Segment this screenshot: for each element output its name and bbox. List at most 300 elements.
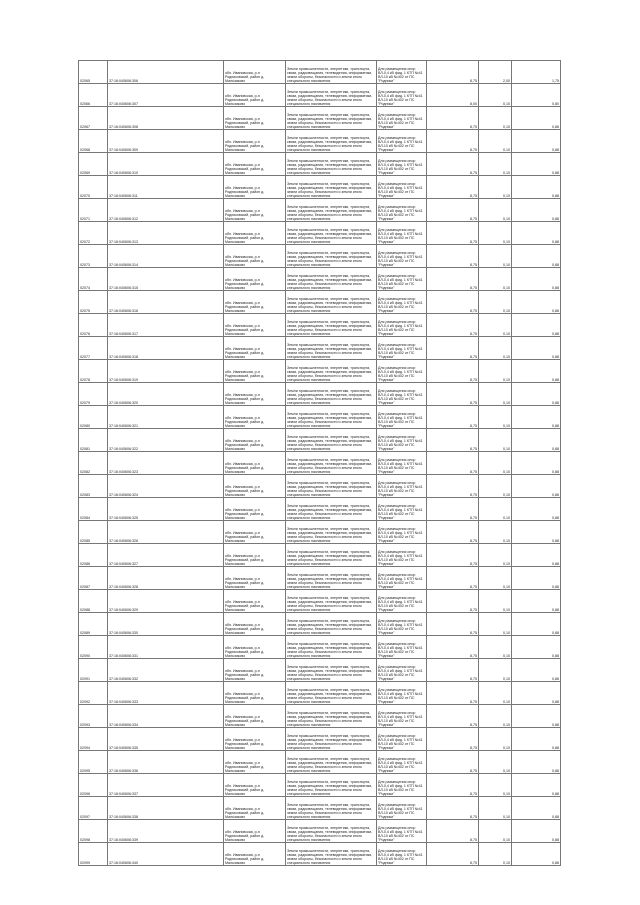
address-cell: обл. Ивановская, р-н Родниковский, район д. Мальчиково: [224, 360, 286, 383]
table-row: [79, 199, 561, 222]
area-cell: 8,75: [427, 337, 479, 360]
area-cell: 8,75: [427, 682, 479, 705]
table-row: [79, 268, 561, 291]
area-cell: 8,75: [427, 636, 479, 659]
total-cell: 0,88: [512, 452, 561, 475]
total-cell: 0,88: [512, 222, 561, 245]
table-row: [79, 567, 561, 590]
area-cell: 8,75: [427, 728, 479, 751]
permitted-use-cell: Для размещения опор ВЛ-0,4 кВ фид. 1 КТП №41 ВЛ-10 кВ №402 от ПС "Родники": [377, 521, 427, 544]
cadastral-number-cell: 37:16:040606:323: [108, 452, 224, 475]
rate-cell: 0,10: [479, 130, 512, 153]
address-cell: обл. Ивановская, р-н Родниковский, район д. Мальчиково: [224, 475, 286, 498]
area-cell: 8,00: [427, 84, 479, 107]
table-row: [79, 84, 561, 107]
rate-cell: 2,00: [479, 61, 512, 84]
area-cell: 8,75: [427, 452, 479, 475]
permitted-use-cell: Для размещения опор ВЛ-0,4 кВ фид. 1 КТП №41 ВЛ-10 кВ №402 от ПС "Родники": [377, 728, 427, 751]
land-category-cell: Земли промышленности, энергетики, транспорта, связи, радиовещания, телевидения, информатики, земли обороны, безопасности и земли иного специального назначения: [286, 153, 377, 176]
cadastral-number-cell: 37:16:040606:317: [108, 314, 224, 337]
land-category-cell: Земли промышленности, энергетики, транспорта, связи, радиовещания, телевидения, информатики, земли обороны, безопасности и земли иного специального назначения: [286, 84, 377, 107]
address-cell: обл. Ивановская, р-н Родниковский, район д. Мальчиково: [224, 613, 286, 636]
rate-cell: 0,10: [479, 705, 512, 728]
rate-cell: 0,10: [479, 521, 512, 544]
permitted-use-cell: Для размещения опор ВЛ-0,4 кВ фид. 1 КТП №41 ВЛ-10 кВ №402 от ПС "Родники": [377, 498, 427, 521]
total-cell: 0,88: [512, 291, 561, 314]
total-cell: 0,88: [512, 705, 561, 728]
permitted-use-cell: Для размещения опор ВЛ-0,4 кВ фид. 1 КТП №41 ВЛ-10 кВ №402 от ПС "Родники": [377, 613, 427, 636]
land-plots-table: [78, 60, 561, 866]
cadastral-number-cell: 37:16:040606:329: [108, 590, 224, 613]
rate-cell: 0,10: [479, 590, 512, 613]
permitted-use-cell: Для размещения опор ВЛ-0,4 кВ фид. 1 КТП №41 ВЛ-10 кВ №402 от ПС "Родники": [377, 682, 427, 705]
table-row: [79, 429, 561, 452]
permitted-use-cell: Для размещения опор ВЛ-0,4 кВ фид. 1 КТП №41 ВЛ-10 кВ №402 от ПС "Родники": [377, 797, 427, 820]
area-cell: 8,75: [427, 130, 479, 153]
area-cell: 8,75: [427, 659, 479, 682]
land-category-cell: Земли промышленности, энергетики, транспорта, связи, радиовещания, телевидения, информатики, земли обороны, безопасности и земли иного специального назначения: [286, 383, 377, 406]
cadastral-number-cell: 37:16:040606:331: [108, 636, 224, 659]
total-cell: 0,88: [512, 130, 561, 153]
total-cell: 0,88: [512, 268, 561, 291]
land-category-cell: Земли промышленности, энергетики, транспорта, связи, радиовещания, телевидения, информатики, земли обороны, безопасности и земли иного специального назначения: [286, 452, 377, 475]
area-cell: 8,75: [427, 498, 479, 521]
rate-cell: 0,10: [479, 636, 512, 659]
total-cell: 0,88: [512, 429, 561, 452]
cadastral-number-cell: 37:16:040606:330: [108, 613, 224, 636]
table-row: [79, 176, 561, 199]
address-cell: обл. Ивановская, р-н Родниковский, район д. Мальчиково: [224, 544, 286, 567]
land-category-cell: Земли промышленности, энергетики, транспорта, связи, радиовещания, телевидения, информатики, земли обороны, безопасности и земли иного специального назначения: [286, 820, 377, 843]
address-cell: обл. Ивановская, р-н Родниковский, район д. Мальчиково: [224, 705, 286, 728]
row-id-cell: 02093: [79, 705, 108, 728]
permitted-use-cell: Для размещения опор ВЛ-0,4 кВ фид. 1 КТП №41 ВЛ-10 кВ №402 от ПС "Родники": [377, 567, 427, 590]
cadastral-number-cell: 37:16:040606:338: [108, 797, 224, 820]
table-row: [79, 107, 561, 130]
land-category-cell: Земли промышленности, энергетики, транспорта, связи, радиовещания, телевидения, информатики, земли обороны, безопасности и земли иного специального назначения: [286, 199, 377, 222]
total-cell: 0,88: [512, 544, 561, 567]
table-row: [79, 544, 561, 567]
land-category-cell: Земли промышленности, энергетики, транспорта, связи, радиовещания, телевидения, информатики, земли обороны, безопасности и земли иного специального назначения: [286, 774, 377, 797]
row-id-cell: 02075: [79, 291, 108, 314]
table-row: [79, 728, 561, 751]
row-id-cell: 02083: [79, 475, 108, 498]
rate-cell: 0,10: [479, 544, 512, 567]
cadastral-number-cell: 37:16:040606:327: [108, 544, 224, 567]
table-row: [79, 636, 561, 659]
address-cell: обл. Ивановская, р-н Родниковский, район д. Мальчиково: [224, 61, 286, 84]
row-id-cell: 02091: [79, 659, 108, 682]
cadastral-number-cell: 37:16:040606:336: [108, 751, 224, 774]
row-id-cell: 02065: [79, 61, 108, 84]
table-row: [79, 245, 561, 268]
area-cell: 8,75: [427, 222, 479, 245]
total-cell: 0,88: [512, 176, 561, 199]
cadastral-number-cell: 37:16:040606:326: [108, 521, 224, 544]
area-cell: 8,75: [427, 314, 479, 337]
total-cell: 0,88: [512, 337, 561, 360]
row-id-cell: 02074: [79, 268, 108, 291]
address-cell: обл. Ивановская, р-н Родниковский, район д. Мальчиково: [224, 84, 286, 107]
land-category-cell: Земли промышленности, энергетики, транспорта, связи, радиовещания, телевидения, информатики, земли обороны, безопасности и земли иного специального назначения: [286, 268, 377, 291]
rate-cell: 0,10: [479, 222, 512, 245]
row-id-cell: 02088: [79, 590, 108, 613]
address-cell: обл. Ивановская, р-н Родниковский, район д. Мальчиково: [224, 222, 286, 245]
row-id-cell: 02069: [79, 153, 108, 176]
total-cell: 0,88: [512, 475, 561, 498]
rate-cell: 0,10: [479, 728, 512, 751]
land-category-cell: Земли промышленности, энергетики, транспорта, связи, радиовещания, телевидения, информатики, земли обороны, безопасности и земли иного специального назначения: [286, 728, 377, 751]
land-category-cell: Земли промышленности, энергетики, транспорта, связи, радиовещания, телевидения, информатики, земли обороны, безопасности и земли иного специального назначения: [286, 291, 377, 314]
row-id-cell: 02066: [79, 84, 108, 107]
table-row: [79, 521, 561, 544]
row-id-cell: 02087: [79, 567, 108, 590]
table-row: [79, 222, 561, 245]
permitted-use-cell: Для размещения опор ВЛ-0,4 кВ фид. 1 КТП №41 ВЛ-10 кВ №402 от ПС "Родники": [377, 314, 427, 337]
cadastral-number-cell: 37:16:040606:320: [108, 383, 224, 406]
cadastral-number-cell: 37:16:040606:316: [108, 291, 224, 314]
permitted-use-cell: Для размещения опор ВЛ-0,4 кВ фид. 1 КТП №41 ВЛ-10 кВ №402 от ПС "Родники": [377, 176, 427, 199]
area-cell: 8,75: [427, 176, 479, 199]
land-category-cell: Земли промышленности, энергетики, транспорта, связи, радиовещания, телевидения, информатики, земли обороны, безопасности и земли иного специального назначения: [286, 544, 377, 567]
address-cell: обл. Ивановская, р-н Родниковский, район д. Мальчиково: [224, 199, 286, 222]
row-id-cell: 02099: [79, 843, 108, 866]
cadastral-number-cell: 37:16:040606:339: [108, 820, 224, 843]
area-cell: 8,75: [427, 590, 479, 613]
area-cell: 8,75: [427, 613, 479, 636]
permitted-use-cell: Для размещения опор ВЛ-0,4 кВ фид. 1 КТП №41 ВЛ-10 кВ №402 от ПС "Родники": [377, 130, 427, 153]
cadastral-number-cell: 37:16:040606:309: [108, 130, 224, 153]
address-cell: обл. Ивановская, р-н Родниковский, район д. Мальчиково: [224, 130, 286, 153]
area-cell: 8,75: [427, 360, 479, 383]
rate-cell: 0,10: [479, 682, 512, 705]
cadastral-number-cell: 37:16:040606:333: [108, 682, 224, 705]
total-cell: 0,88: [512, 521, 561, 544]
total-cell: 0,88: [512, 590, 561, 613]
rate-cell: 0,10: [479, 429, 512, 452]
row-id-cell: 02094: [79, 728, 108, 751]
rate-cell: 0,10: [479, 84, 512, 107]
table-row: [79, 590, 561, 613]
permitted-use-cell: Для размещения опор ВЛ-0,4 кВ фид. 1 КТП №41 ВЛ-10 кВ №402 от ПС "Родники": [377, 774, 427, 797]
row-id-cell: 02080: [79, 406, 108, 429]
table-row: [79, 682, 561, 705]
rate-cell: 0,10: [479, 659, 512, 682]
rate-cell: 0,10: [479, 199, 512, 222]
total-cell: 0,88: [512, 751, 561, 774]
land-category-cell: Земли промышленности, энергетики, транспорта, связи, радиовещания, телевидения, информатики, земли обороны, безопасности и земли иного специального назначения: [286, 521, 377, 544]
total-cell: 0,88: [512, 567, 561, 590]
permitted-use-cell: Для размещения опор ВЛ-0,4 кВ фид. 1 КТП №41 ВЛ-10 кВ №402 от ПС "Родники": [377, 84, 427, 107]
address-cell: обл. Ивановская, р-н Родниковский, район д. Мальчиково: [224, 659, 286, 682]
cadastral-number-cell: 37:16:040606:310: [108, 153, 224, 176]
land-category-cell: Земли промышленности, энергетики, транспорта, связи, радиовещания, телевидения, информатики, земли обороны, безопасности и земли иного специального назначения: [286, 475, 377, 498]
total-cell: 0,88: [512, 636, 561, 659]
total-cell: 0,88: [512, 659, 561, 682]
row-id-cell: 02095: [79, 751, 108, 774]
address-cell: обл. Ивановская, р-н Родниковский, район д. Мальчиково: [224, 590, 286, 613]
address-cell: обл. Ивановская, р-н Родниковский, район д. Мальчиково: [224, 176, 286, 199]
permitted-use-cell: Для размещения опор ВЛ-0,4 кВ фид. 1 КТП №41 ВЛ-10 кВ №402 от ПС "Родники": [377, 61, 427, 84]
address-cell: обл. Ивановская, р-н Родниковский, район д. Мальчиково: [224, 291, 286, 314]
permitted-use-cell: Для размещения опор ВЛ-0,4 кВ фид. 1 КТП №41 ВЛ-10 кВ №402 от ПС "Родники": [377, 245, 427, 268]
permitted-use-cell: Для размещения опор ВЛ-0,4 кВ фид. 1 КТП №41 ВЛ-10 кВ №402 от ПС "Родники": [377, 406, 427, 429]
land-category-cell: Земли промышленности, энергетики, транспорта, связи, радиовещания, телевидения, информатики, земли обороны, безопасности и земли иного специального назначения: [286, 176, 377, 199]
area-cell: 8,75: [427, 774, 479, 797]
area-cell: 8,75: [427, 797, 479, 820]
land-category-cell: Земли промышленности, энергетики, транспорта, связи, радиовещания, телевидения, информатики, земли обороны, безопасности и земли иного специального назначения: [286, 797, 377, 820]
row-id-cell: 02084: [79, 498, 108, 521]
area-cell: 8,75: [427, 61, 479, 84]
table-row: [79, 360, 561, 383]
address-cell: обл. Ивановская, р-н Родниковский, район д. Мальчиково: [224, 636, 286, 659]
land-category-cell: Земли промышленности, энергетики, транспорта, связи, радиовещания, телевидения, информатики, земли обороны, безопасности и земли иного специального назначения: [286, 705, 377, 728]
land-category-cell: Земли промышленности, энергетики, транспорта, связи, радиовещания, телевидения, информатики, земли обороны, безопасности и земли иного специального назначения: [286, 337, 377, 360]
total-cell: 0,88: [512, 383, 561, 406]
row-id-cell: 02070: [79, 176, 108, 199]
cadastral-number-cell: 37:16:040606:328: [108, 567, 224, 590]
row-id-cell: 02090: [79, 636, 108, 659]
cadastral-number-cell: 37:16:040606:332: [108, 659, 224, 682]
rate-cell: 0,10: [479, 820, 512, 843]
total-cell: 0,88: [512, 406, 561, 429]
area-cell: 8,75: [427, 705, 479, 728]
table-row: [79, 314, 561, 337]
cadastral-number-cell: 37:16:040606:325: [108, 498, 224, 521]
rate-cell: 0,10: [479, 774, 512, 797]
rate-cell: 0,10: [479, 383, 512, 406]
row-id-cell: 02098: [79, 820, 108, 843]
row-id-cell: 02085: [79, 521, 108, 544]
area-cell: 8,75: [427, 567, 479, 590]
permitted-use-cell: Для размещения опор ВЛ-0,4 кВ фид. 1 КТП №41 ВЛ-10 кВ №402 от ПС "Родники": [377, 222, 427, 245]
total-cell: 0,88: [512, 797, 561, 820]
land-category-cell: Земли промышленности, энергетики, транспорта, связи, радиовещания, телевидения, информатики, земли обороны, безопасности и земли иного специального назначения: [286, 843, 377, 866]
rate-cell: 0,10: [479, 567, 512, 590]
address-cell: обл. Ивановская, р-н Родниковский, район д. Мальчиково: [224, 751, 286, 774]
cadastral-number-cell: 37:16:040606:306: [108, 61, 224, 84]
cadastral-number-cell: 37:16:040606:324: [108, 475, 224, 498]
row-id-cell: 02082: [79, 452, 108, 475]
permitted-use-cell: Для размещения опор ВЛ-0,4 кВ фид. 1 КТП №41 ВЛ-10 кВ №402 от ПС "Родники": [377, 544, 427, 567]
rate-cell: 0,10: [479, 153, 512, 176]
land-category-cell: Земли промышленности, энергетики, транспорта, связи, радиовещания, телевидения, информатики, земли обороны, безопасности и земли иного специального назначения: [286, 406, 377, 429]
permitted-use-cell: Для размещения опор ВЛ-0,4 кВ фид. 1 КТП №41 ВЛ-10 кВ №402 от ПС "Родники": [377, 383, 427, 406]
land-category-cell: Земли промышленности, энергетики, транспорта, связи, радиовещания, телевидения, информатики, земли обороны, безопасности и земли иного специального назначения: [286, 245, 377, 268]
cadastral-number-cell: 37:16:040606:321: [108, 406, 224, 429]
table-row: [79, 774, 561, 797]
land-category-cell: Земли промышленности, энергетики, транспорта, связи, радиовещания, телевидения, информатики, земли обороны, безопасности и земли иного специального назначения: [286, 659, 377, 682]
area-cell: 8,75: [427, 820, 479, 843]
address-cell: обл. Ивановская, р-н Родниковский, район д. Мальчиково: [224, 314, 286, 337]
row-id-cell: 02092: [79, 682, 108, 705]
total-cell: 0,88: [512, 728, 561, 751]
address-cell: обл. Ивановская, р-н Родниковский, район д. Мальчиково: [224, 406, 286, 429]
table-row: [79, 751, 561, 774]
land-category-cell: Земли промышленности, энергетики, транспорта, связи, радиовещания, телевидения, информатики, земли обороны, безопасности и земли иного специального назначения: [286, 751, 377, 774]
address-cell: обл. Ивановская, р-н Родниковский, район д. Мальчиково: [224, 682, 286, 705]
land-category-cell: Земли промышленности, энергетики, транспорта, связи, радиовещания, телевидения, информатики, земли обороны, безопасности и земли иного специального назначения: [286, 613, 377, 636]
total-cell: 0,88: [512, 498, 561, 521]
land-category-cell: Земли промышленности, энергетики, транспорта, связи, радиовещания, телевидения, информатики, земли обороны, безопасности и земли иного специального назначения: [286, 61, 377, 84]
cadastral-number-cell: 37:16:040606:314: [108, 245, 224, 268]
permitted-use-cell: Для размещения опор ВЛ-0,4 кВ фид. 1 КТП №41 ВЛ-10 кВ №402 от ПС "Родники": [377, 268, 427, 291]
row-id-cell: 02089: [79, 613, 108, 636]
area-cell: 8,75: [427, 245, 479, 268]
address-cell: обл. Ивановская, р-н Родниковский, район д. Мальчиково: [224, 153, 286, 176]
permitted-use-cell: Для размещения опор ВЛ-0,4 кВ фид. 1 КТП №41 ВЛ-10 кВ №402 от ПС "Родники": [377, 429, 427, 452]
total-cell: 0,88: [512, 682, 561, 705]
address-cell: обл. Ивановская, р-н Родниковский, район д. Мальчиково: [224, 107, 286, 130]
row-id-cell: 02068: [79, 130, 108, 153]
permitted-use-cell: Для размещения опор ВЛ-0,4 кВ фид. 1 КТП №41 ВЛ-10 кВ №402 от ПС "Родники": [377, 199, 427, 222]
address-cell: обл. Ивановская, р-н Родниковский, район д. Мальчиково: [224, 521, 286, 544]
row-id-cell: 02097: [79, 797, 108, 820]
permitted-use-cell: Для размещения опор ВЛ-0,4 кВ фид. 1 КТП №41 ВЛ-10 кВ №402 от ПС "Родники": [377, 751, 427, 774]
permitted-use-cell: Для размещения опор ВЛ-0,4 кВ фид. 1 КТП №41 ВЛ-10 кВ №402 от ПС "Родники": [377, 153, 427, 176]
row-id-cell: 02078: [79, 360, 108, 383]
table-row: [79, 61, 561, 84]
permitted-use-cell: Для размещения опор ВЛ-0,4 кВ фид. 1 КТП №41 ВЛ-10 кВ №402 от ПС "Родники": [377, 452, 427, 475]
cadastral-number-cell: 37:16:040606:313: [108, 222, 224, 245]
row-id-cell: 02077: [79, 337, 108, 360]
cadastral-number-cell: 37:16:040606:322: [108, 429, 224, 452]
land-category-cell: Земли промышленности, энергетики, транспорта, связи, радиовещания, телевидения, информатики, земли обороны, безопасности и земли иного специального назначения: [286, 498, 377, 521]
row-id-cell: 02072: [79, 222, 108, 245]
total-cell: 0,88: [512, 613, 561, 636]
rate-cell: 0,10: [479, 337, 512, 360]
address-cell: обл. Ивановская, р-н Родниковский, район д. Мальчиково: [224, 774, 286, 797]
land-category-cell: Земли промышленности, энергетики, транспорта, связи, радиовещания, телевидения, информатики, земли обороны, безопасности и земли иного специального назначения: [286, 360, 377, 383]
permitted-use-cell: Для размещения опор ВЛ-0,4 кВ фид. 1 КТП №41 ВЛ-10 кВ №402 от ПС "Родники": [377, 636, 427, 659]
total-cell: 0,88: [512, 107, 561, 130]
address-cell: обл. Ивановская, р-н Родниковский, район д. Мальчиково: [224, 498, 286, 521]
land-category-cell: Земли промышленности, энергетики, транспорта, связи, радиовещания, телевидения, информатики, земли обороны, безопасности и земли иного специального назначения: [286, 107, 377, 130]
rate-cell: 0,10: [479, 360, 512, 383]
rate-cell: 0,10: [479, 268, 512, 291]
permitted-use-cell: Для размещения опор ВЛ-0,4 кВ фид. 1 КТП №41 ВЛ-10 кВ №402 от ПС "Родники": [377, 659, 427, 682]
table-row: [79, 843, 561, 866]
row-id-cell: 02081: [79, 429, 108, 452]
table-row: [79, 475, 561, 498]
address-cell: обл. Ивановская, р-н Родниковский, район д. Мальчиково: [224, 797, 286, 820]
rate-cell: 0,10: [479, 245, 512, 268]
rate-cell: 0,10: [479, 452, 512, 475]
cadastral-number-cell: 37:16:040606:319: [108, 360, 224, 383]
area-cell: 8,75: [427, 406, 479, 429]
cadastral-number-cell: 37:16:040606:335: [108, 728, 224, 751]
rate-cell: 0,10: [479, 797, 512, 820]
land-category-cell: Земли промышленности, энергетики, транспорта, связи, радиовещания, телевидения, информатики, земли обороны, безопасности и земли иного специального назначения: [286, 590, 377, 613]
cadastral-number-cell: 37:16:040606:312: [108, 199, 224, 222]
rate-cell: 0,10: [479, 751, 512, 774]
area-cell: 8,75: [427, 751, 479, 774]
permitted-use-cell: Для размещения опор ВЛ-0,4 кВ фид. 1 КТП №41 ВЛ-10 кВ №402 от ПС "Родники": [377, 337, 427, 360]
rate-cell: 0,10: [479, 613, 512, 636]
land-category-cell: Земли промышленности, энергетики, транспорта, связи, радиовещания, телевидения, информатики, земли обороны, безопасности и земли иного специального назначения: [286, 130, 377, 153]
permitted-use-cell: Для размещения опор ВЛ-0,4 кВ фид. 1 КТП №41 ВЛ-10 кВ №402 от ПС "Родники": [377, 590, 427, 613]
row-id-cell: 02071: [79, 199, 108, 222]
total-cell: 0,88: [512, 843, 561, 866]
table-row: [79, 406, 561, 429]
area-cell: 8,75: [427, 843, 479, 866]
cadastral-number-cell: 37:16:040606:311: [108, 176, 224, 199]
row-id-cell: 02073: [79, 245, 108, 268]
table-row: [79, 452, 561, 475]
address-cell: обл. Ивановская, р-н Родниковский, район д. Мальчиково: [224, 245, 286, 268]
total-cell: 0,88: [512, 360, 561, 383]
rate-cell: 0,10: [479, 475, 512, 498]
rate-cell: 0,10: [479, 406, 512, 429]
rate-cell: 0,10: [479, 107, 512, 130]
total-cell: 0,88: [512, 153, 561, 176]
total-cell: 0,88: [512, 774, 561, 797]
row-id-cell: 02076: [79, 314, 108, 337]
land-category-cell: Земли промышленности, энергетики, транспорта, связи, радиовещания, телевидения, информатики, земли обороны, безопасности и земли иного специального назначения: [286, 429, 377, 452]
permitted-use-cell: Для размещения опор ВЛ-0,4 кВ фид. 1 КТП №41 ВЛ-10 кВ №402 от ПС "Родники": [377, 820, 427, 843]
area-cell: 8,75: [427, 544, 479, 567]
cadastral-number-cell: 37:16:040606:318: [108, 337, 224, 360]
table-row: [79, 705, 561, 728]
cadastral-number-cell: 37:16:040606:307: [108, 84, 224, 107]
permitted-use-cell: Для размещения опор ВЛ-0,4 кВ фид. 1 КТП №41 ВЛ-10 кВ №402 от ПС "Родники": [377, 475, 427, 498]
permitted-use-cell: Для размещения опор ВЛ-0,4 кВ фид. 1 КТП №41 ВЛ-10 кВ №402 от ПС "Родники": [377, 107, 427, 130]
address-cell: обл. Ивановская, р-н Родниковский, район д. Мальчиково: [224, 728, 286, 751]
rate-cell: 0,10: [479, 843, 512, 866]
cadastral-number-cell: 37:16:040606:340: [108, 843, 224, 866]
total-cell: 1,75: [512, 61, 561, 84]
area-cell: 8,75: [427, 291, 479, 314]
land-category-cell: Земли промышленности, энергетики, транспорта, связи, радиовещания, телевидения, информатики, земли обороны, безопасности и земли иного специального назначения: [286, 636, 377, 659]
address-cell: обл. Ивановская, р-н Родниковский, район д. Мальчиково: [224, 452, 286, 475]
area-cell: 8,75: [427, 429, 479, 452]
total-cell: 0,80: [512, 84, 561, 107]
table-row: [79, 291, 561, 314]
land-category-cell: Земли промышленности, энергетики, транспорта, связи, радиовещания, телевидения, информатики, земли обороны, безопасности и земли иного специального назначения: [286, 682, 377, 705]
table-row: [79, 337, 561, 360]
table-row: [79, 797, 561, 820]
rate-cell: 0,10: [479, 291, 512, 314]
cadastral-number-cell: 37:16:040606:308: [108, 107, 224, 130]
area-cell: 8,75: [427, 107, 479, 130]
address-cell: обл. Ивановская, р-н Родниковский, район д. Мальчиково: [224, 843, 286, 866]
area-cell: 8,75: [427, 268, 479, 291]
permitted-use-cell: Для размещения опор ВЛ-0,4 кВ фид. 1 КТП №41 ВЛ-10 кВ №402 от ПС "Родники": [377, 360, 427, 383]
area-cell: 8,75: [427, 521, 479, 544]
address-cell: обл. Ивановская, р-н Родниковский, район д. Мальчиково: [224, 383, 286, 406]
address-cell: обл. Ивановская, р-н Родниковский, район д. Мальчиково: [224, 429, 286, 452]
area-cell: 8,75: [427, 475, 479, 498]
table-row: [79, 820, 561, 843]
table-row: [79, 130, 561, 153]
land-category-cell: Земли промышленности, энергетики, транспорта, связи, радиовещания, телевидения, информатики, земли обороны, безопасности и земли иного специального назначения: [286, 314, 377, 337]
address-cell: обл. Ивановская, р-н Родниковский, район д. Мальчиково: [224, 567, 286, 590]
rate-cell: 0,10: [479, 498, 512, 521]
total-cell: 0,88: [512, 245, 561, 268]
address-cell: обл. Ивановская, р-н Родниковский, район д. Мальчиково: [224, 268, 286, 291]
table-row: [79, 383, 561, 406]
row-id-cell: 02079: [79, 383, 108, 406]
land-category-cell: Земли промышленности, энергетики, транспорта, связи, радиовещания, телевидения, информатики, земли обороны, безопасности и земли иного специального назначения: [286, 222, 377, 245]
row-id-cell: 02096: [79, 774, 108, 797]
cadastral-number-cell: 37:16:040606:315: [108, 268, 224, 291]
permitted-use-cell: Для размещения опор ВЛ-0,4 кВ фид. 1 КТП №41 ВЛ-10 кВ №402 от ПС "Родники": [377, 705, 427, 728]
table-row: [79, 613, 561, 636]
total-cell: 0,88: [512, 199, 561, 222]
table-row: [79, 498, 561, 521]
permitted-use-cell: Для размещения опор ВЛ-0,4 кВ фид. 1 КТП №41 ВЛ-10 кВ №402 от ПС "Родники": [377, 843, 427, 866]
row-id-cell: 02086: [79, 544, 108, 567]
